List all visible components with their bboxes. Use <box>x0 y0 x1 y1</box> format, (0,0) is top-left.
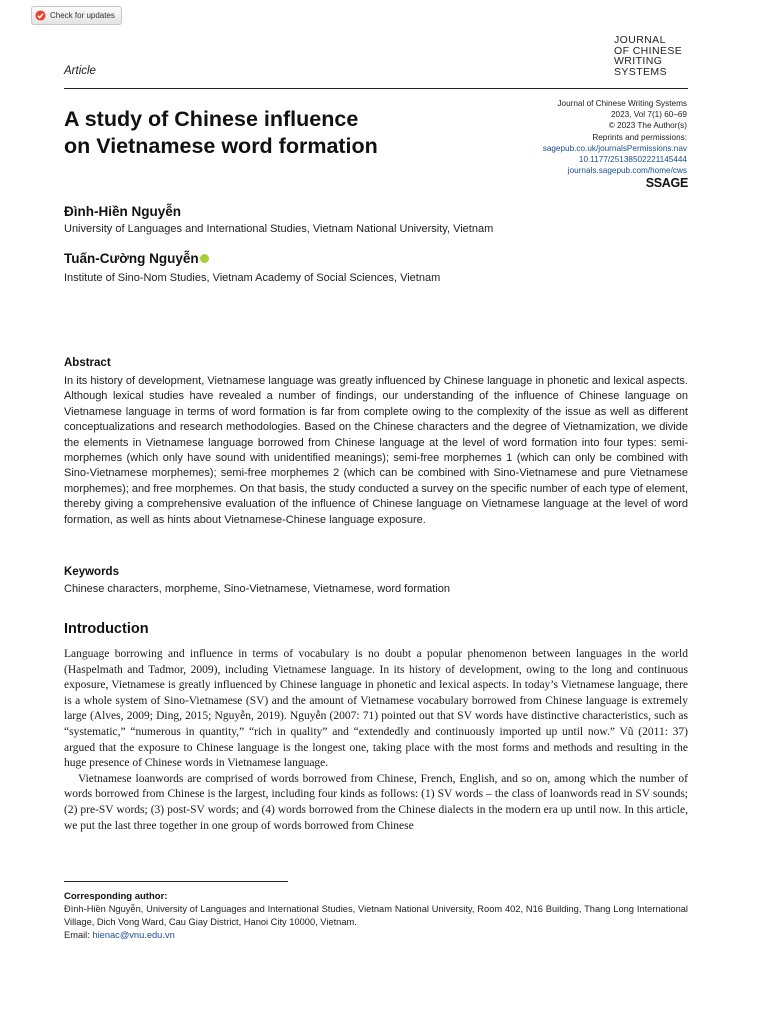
keywords-text: Chinese characters, morpheme, Sino-Vietnamese, Vietnamese, word formation <box>64 583 451 595</box>
copyright: © 2023 The Author(s) <box>608 121 687 131</box>
paragraph: Vietnamese loanwords are comprised of words borrowed from Chinese, French, English, and so on, among which the number of words borrowed from Chinese is the largest, including four kinds as follows: (1) SV words – the class of loanwords read in SV sounds; (2) pre-SV words; (3) post-SV words; and (4) words borrowed from the Chinese dialects in the modern era up until now. In this article, we put the last three together in one group of words borrowed from Chinese <box>64 772 688 832</box>
orcid-icon[interactable] <box>200 254 209 263</box>
introduction-heading: Introduction <box>64 621 149 637</box>
permissions-link[interactable]: sagepub.co.uk/journalsPermissions.nav <box>542 143 687 153</box>
sage-logo: SSAGE <box>645 176 688 190</box>
journal-logo-line: WRITING <box>614 55 663 67</box>
journal-logo-line: SYSTEMS <box>614 65 667 78</box>
journal-home-link[interactable]: journals.sagepub.com/home/cws <box>567 166 687 176</box>
footnote-divider <box>64 881 288 882</box>
check-for-updates-label: Check for updates <box>50 11 115 20</box>
title-line: on Vietnamese word formation <box>64 134 378 158</box>
header-divider <box>64 88 688 89</box>
title-line: A study of Chinese influence <box>64 107 359 131</box>
doi-link[interactable]: 10.1177/25138502221145444 <box>578 155 687 165</box>
journal-name: Journal of Chinese Writing Systems <box>557 99 687 108</box>
author-affiliation: Institute of Sino-Nom Studies, Vietnam Academy of Social Sciences, Vietnam <box>64 272 441 284</box>
check-for-updates-button[interactable] <box>31 6 122 25</box>
author-name-row <box>64 251 209 266</box>
article-type: Article <box>64 65 96 77</box>
introduction-body <box>64 647 688 834</box>
corresponding-author-heading: Corresponding author: <box>64 891 168 902</box>
journal-logo-line: OF CHINESE <box>614 44 683 57</box>
paragraph: Language borrowing and influence in terms of vocabulary is no doubt a popular phenomenon between languages in the world (Haspelmath and Tadmor, 2009), including Vietnamese language. In its history of development, owing to the long and continuous exposure, Vietnamese is greatly influenced by Chinese language in phonetic and lexical aspects. In today’s Vietnamese language, there is a whole system of Sino-Vietnamese (SV) and the amount of Vietnamese vocabulary borrowed from Chinese language is extremely large (Alves, 2009; Ding, 2015; Nguyễn, 2019). Nguyễn (2007: 71) pointed out that SV words have distinctive characteristics, such as “systematic,” “numerous in quantity,” “rich in quality” and “extendedly and continuously imported up until now.” Vũ (2011: 37) argued that the exposure to Chinese language is the longest one, taking place with the most forms and methods and resulting in the huge presence of Chinese words in Vietnamese language. <box>64 648 688 770</box>
keywords-heading: Keywords <box>64 566 119 578</box>
journal-logo-line: JOURNAL <box>614 34 666 46</box>
volume-info: 2023, Vol 7(1) 60–69 <box>610 110 687 120</box>
corresponding-author-email-row <box>64 930 175 940</box>
reprints-label: Reprints and permissions: <box>592 132 687 142</box>
corresponding-author-address: Đình-Hiền Nguyễn, University of Languages and International Studies, Vietnam National University, Room 402, N16 Building, Thang Long International Village, Dich Vong Ward, Cau Giay District, Hanoi City 10000, Vietnam. <box>64 904 688 927</box>
check-for-updates-icon <box>35 10 46 21</box>
author-affiliation: University of Languages and International Studies, Vietnam National University, Vietnam <box>64 223 494 235</box>
journal-logo <box>614 35 714 77</box>
abstract-heading: Abstract <box>64 357 111 369</box>
abstract-text: In its history of development, Vietnamese language was greatly influenced by Chinese language in phonetic and lexical aspects. Although lexical studies have revealed a number of findings, our understanding of the influence of Chinese language on Vietnamese language in terms of word formation is far from complete owing to the complexity of the issue as well as different conceptualizations and research methodologies. Based on the Chinese characters and the degree of Vietnamization, we divide the elements in Vietnamese language borrowed from Chinese language at the level of word formation into four types: semi-morphemes (which only have sound with unidentified meanings); semi-free morphemes 1 (which can only be combined with Sino-Vietnamese morphemes); semi-free morphemes 2 (which can be combined with Sino-Vietnamese and pure Vietnamese morphemes); and free morphemes. On that basis, the study conducted a survey on the specific number of each type of element, thereby giving a comprehensive evaluation of the influence of Chinese language on Vietnamese language at the level of word formation, as well as hints about Vietnamese-Chinese language exposure. <box>64 375 688 526</box>
paper-title <box>64 106 504 160</box>
author-name: Đình-Hiền Nguyễn <box>64 204 181 219</box>
email-label: Email: <box>64 930 90 940</box>
publication-meta <box>500 98 687 176</box>
email-link[interactable]: hienac@vnu.edu.vn <box>92 930 175 940</box>
author-name: Tuấn-Cường Nguyễn <box>64 251 199 266</box>
